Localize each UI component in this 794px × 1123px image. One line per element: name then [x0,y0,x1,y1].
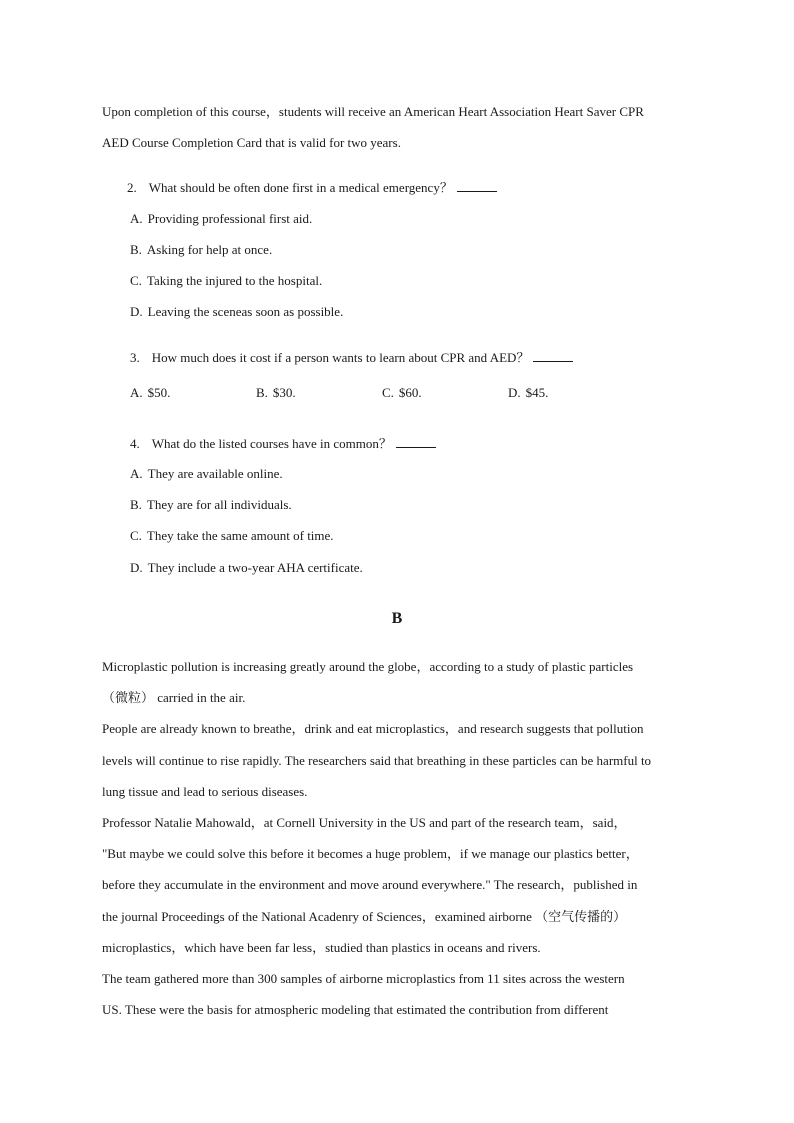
option-letter: B. [256,385,268,400]
question-number: 2. [127,180,137,195]
intro-line-1: Upon completion of this course，students will receive an American Heart Association Heart Saver CPR [102,104,644,119]
option-4d [130,560,363,576]
option-letter: D. [130,304,143,319]
option-letter: A. [130,466,143,481]
answer-blank [533,349,573,362]
passage-line: before they accumulate in the environment and move around everywhere." The research，published in [102,877,638,892]
question-3 [130,349,573,366]
option-text: $60. [398,385,422,400]
option-letter: A. [130,385,143,400]
option-text: $45. [525,385,549,400]
option-text: They are available online. [147,466,283,481]
question-text: What do the listed courses have in common？ [151,436,392,451]
passage-line: The team gathered more than 300 samples of airborne microplastics from 11 sites across the western [102,971,625,986]
option-text: $30. [272,385,296,400]
passage-line: （微粒） carried in the air. [102,690,246,705]
passage-line: lung tissue and lead to serious diseases. [102,784,308,799]
option-2c [130,273,322,289]
intro-line-2: AED Course Completion Card that is valid for two years. [102,135,401,150]
question-text: What should be often done first in a medical emergency？ [148,180,453,195]
option-3c [382,385,422,401]
option-3d [508,385,548,401]
passage-line: People are already known to breathe，drink and eat microplastics，and research suggests that pollution [102,721,644,736]
option-text: Taking the injured to the hospital. [146,273,323,288]
option-letter: D. [130,560,143,575]
option-letter: B. [130,497,142,512]
passage-line: US. These were the basis for atmospheric modeling that estimated the contribution from different [102,1002,609,1017]
question-4 [130,435,436,452]
option-letter: C. [130,528,142,543]
option-4c [130,528,334,544]
option-text: $50. [147,385,171,400]
option-letter: C. [382,385,394,400]
passage-line: "But maybe we could solve this before it becomes a huge problem，if we manage our plastics better， [102,846,639,861]
option-letter: C. [130,273,142,288]
option-letter: A. [130,211,143,226]
option-2a [130,211,312,227]
option-4b [130,497,292,513]
option-text: Leaving the sceneas soon as possible. [147,304,344,319]
question-text: How much does it cost if a person wants to learn about CPR and AED？ [151,350,530,365]
option-text: Providing professional first aid. [147,211,313,226]
option-letter: B. [130,242,142,257]
option-4a [130,466,283,482]
passage-line: the journal Proceedings of the National Acadenry of Sciences，examined airborne （空气传播的） [102,909,627,924]
option-text: They include a two-year AHA certificate. [147,560,363,575]
option-2b [130,242,272,258]
passage-line: Professor Natalie Mahowald，at Cornell University in the US and part of the research team，said， [102,815,627,830]
option-text: Asking for help at once. [146,242,273,257]
question-number: 4. [130,436,140,451]
answer-blank [396,435,436,448]
section-b-title: B [391,610,403,627]
answer-blank [457,179,497,192]
passage-line: Microplastic pollution is increasing greatly around the globe，according to a study of plastic particles [102,659,634,674]
option-2d [130,304,343,320]
option-letter: D. [508,385,521,400]
option-3a [130,385,170,401]
option-text: They take the same amount of time. [146,528,334,543]
passage-line: microplastics，which have been far less，studied than plastics in oceans and rivers. [102,940,541,955]
passage-line: levels will continue to rise rapidly. The researchers said that breathing in these particles can be harmful to [102,753,652,768]
option-3b [256,385,296,401]
question-number: 3. [130,350,140,365]
option-text: They are for all individuals. [146,497,292,512]
question-2 [127,179,497,196]
